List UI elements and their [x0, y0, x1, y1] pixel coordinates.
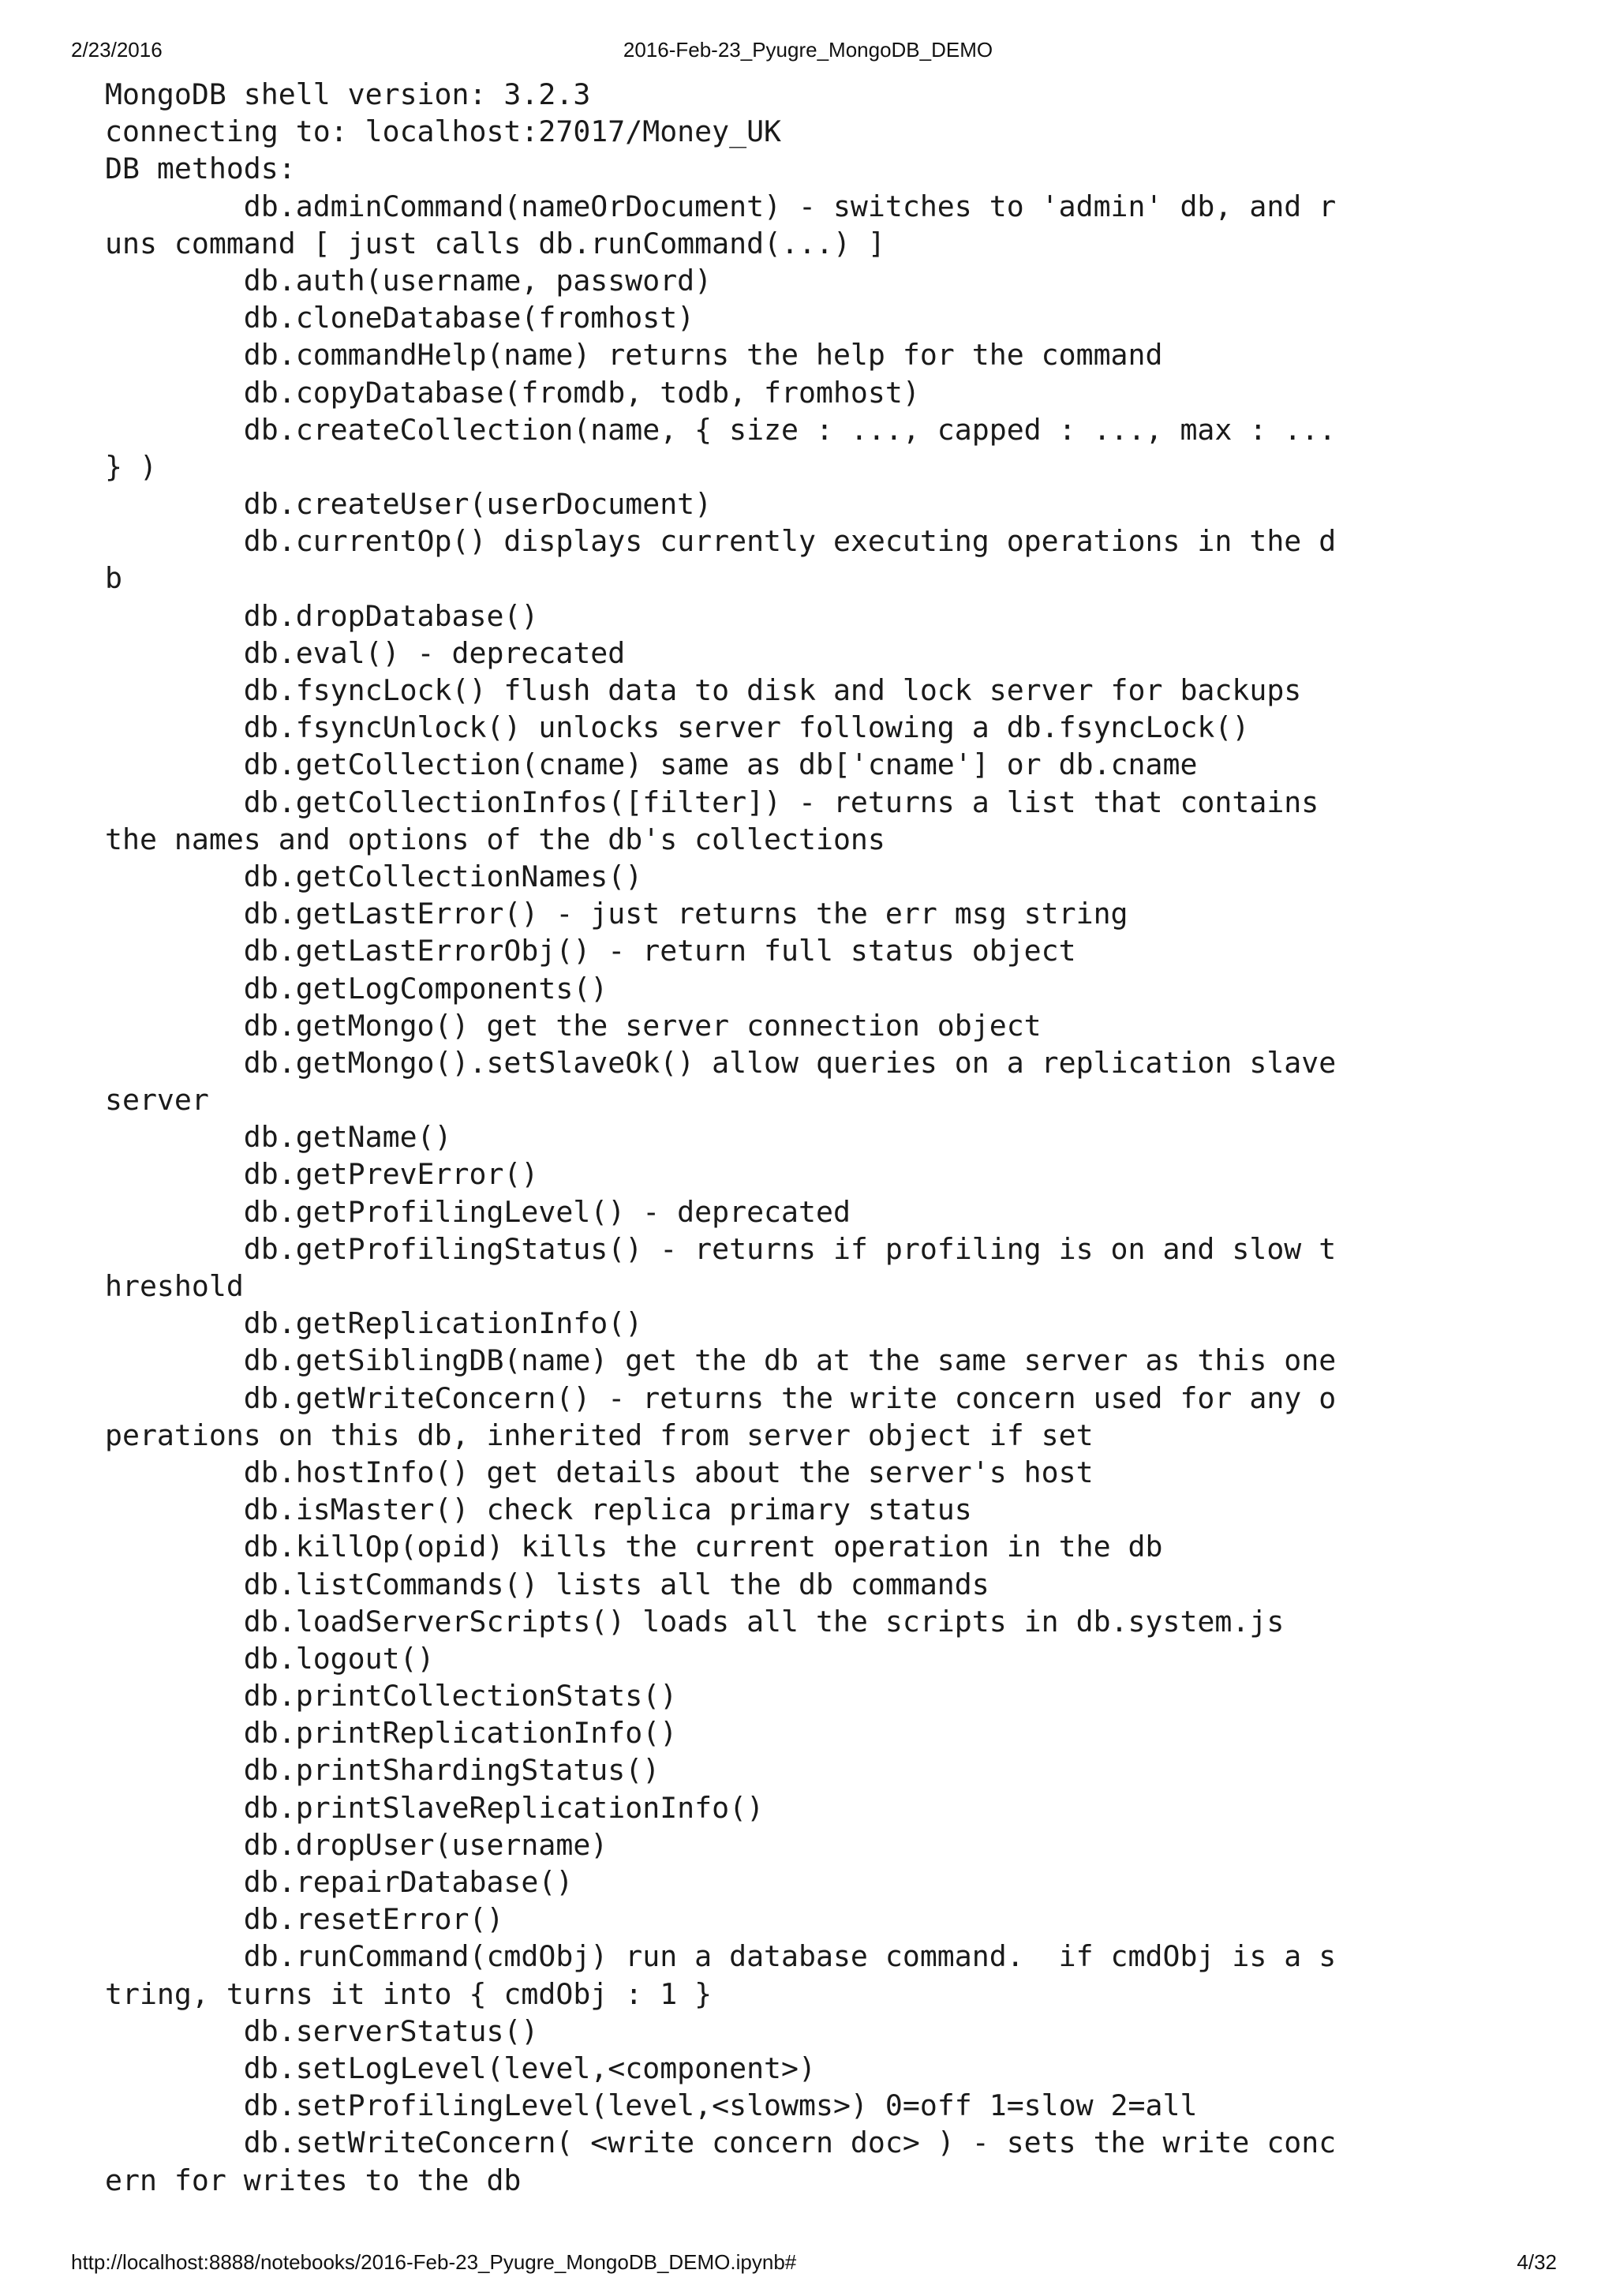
output-line: db.commandHelp(name) returns the help for the command: [105, 338, 1163, 373]
output-line: db.cloneDatabase(fromhost): [105, 301, 695, 335]
output-line: DB methods:: [105, 152, 296, 186]
output-line: db.getProfilingStatus() - returns if profiling is on and slow t: [105, 1231, 1337, 1266]
output-line: db.eval() - deprecated: [105, 635, 626, 670]
output-line: db.printCollectionStats(): [105, 1679, 678, 1714]
output-line: perations on this db, inherited from server object if set: [105, 1418, 1094, 1452]
shell-output: [105, 76, 1494, 2199]
output-line: db.isMaster() check replica primary status: [105, 1493, 972, 1527]
print-footer: [0, 2250, 1616, 2296]
output-line: db.getLogComponents(): [105, 971, 608, 1006]
output-line: db.setProfilingLevel(level,<slowms>) 0=off 1=slow 2=all: [105, 2088, 1198, 2123]
output-line: ern for writes to the db: [105, 2163, 522, 2197]
output-line: db.dropDatabase(): [105, 598, 539, 633]
output-line: db.setWriteConcern( <write concern doc> ) - sets the write conc: [105, 2126, 1337, 2160]
output-line: db.setLogLevel(level,<component>): [105, 2051, 816, 2085]
output-line: db.getWriteConcern() - returns the write concern used for any o: [105, 1380, 1337, 1415]
output-line: db.getCollection(cname) same as db['cname'] or db.cname: [105, 747, 1198, 782]
output-line: db.logout(): [105, 1641, 435, 1676]
output-line: db.hostInfo() get details about the server's host: [105, 1455, 1094, 1489]
output-line: db.createCollection(name, { size : ..., capped : ..., max : ...: [105, 412, 1337, 447]
notebook-url: http://localhost:8888/notebooks/2016-Feb-23_Pyugre_MongoDB_DEMO.ipynb#: [71, 2250, 797, 2274]
output-line: db.killOp(opid) kills the current operation in the db: [105, 1530, 1163, 1564]
notebook-title: 2016-Feb-23_Pyugre_MongoDB_DEMO: [623, 38, 993, 62]
output-line: tring, turns it into { cmdObj : 1 }: [105, 1976, 713, 2011]
output-line: db.createUser(userDocument): [105, 487, 713, 522]
output-line: db.getPrevError(): [105, 1157, 539, 1192]
output-line: hreshold: [105, 1269, 244, 1303]
output-line: db.resetError(): [105, 1902, 504, 1937]
print-header: [0, 38, 1616, 66]
output-line: db.listCommands() lists all the db commands: [105, 1567, 989, 1601]
output-line: db.loadServerScripts() loads all the scripts in db.system.js: [105, 1604, 1285, 1639]
output-line: db.printShardingStatus(): [105, 1753, 660, 1788]
output-line: MongoDB shell version: 3.2.3: [105, 77, 591, 111]
output-line: db.getReplicationInfo(): [105, 1306, 643, 1341]
output-line: db.getCollectionNames(): [105, 859, 643, 893]
output-line: db.getSiblingDB(name) get the db at the same server as this one: [105, 1343, 1337, 1378]
output-line: db.serverStatus(): [105, 2013, 539, 2048]
output-line: uns command [ just calls db.runCommand(...) ]: [105, 226, 885, 260]
output-line: the names and options of the db's collections: [105, 822, 885, 856]
output-line: db.currentOp() displays currently executing operations in the d: [105, 524, 1337, 559]
output-line: connecting to: localhost:27017/Money_UK: [105, 114, 782, 149]
output-line: db.getMongo().setSlaveOk() allow queries on a replication slave: [105, 1045, 1337, 1080]
output-line: db.auth(username, password): [105, 263, 713, 298]
output-line: db.printSlaveReplicationInfo(): [105, 1790, 765, 1825]
page-number: 4/32: [1517, 2250, 1557, 2274]
output-line: db.adminCommand(nameOrDocument) - switches to 'admin' db, and r: [105, 189, 1337, 223]
output-line: server: [105, 1083, 209, 1118]
output-line: db.printReplicationInfo(): [105, 1716, 678, 1751]
output-line: db.getMongo() get the server connection object: [105, 1008, 1042, 1043]
output-line: db.getLastErrorObj() - return full status object: [105, 934, 1076, 968]
print-date: 2/23/2016: [71, 38, 163, 62]
output-line: db.runCommand(cmdObj) run a database command. if cmdObj is a s: [105, 1939, 1337, 1974]
output-line: db.repairDatabase(): [105, 1865, 574, 1899]
output-line: db.fsyncUnlock() unlocks server following a db.fsyncLock(): [105, 710, 1250, 745]
output-line: db.copyDatabase(fromdb, todb, fromhost): [105, 375, 920, 410]
output-line: b: [105, 561, 122, 596]
output-line: } ): [105, 449, 157, 484]
output-line: db.dropUser(username): [105, 1827, 608, 1862]
output-line: db.getProfilingLevel() - deprecated: [105, 1194, 851, 1229]
output-line: db.getLastError() - just returns the err msg string: [105, 897, 1128, 931]
output-line: db.getName(): [105, 1120, 452, 1155]
output-line: db.getCollectionInfos([filter]) - returns a list that contains: [105, 785, 1319, 819]
output-line: db.fsyncLock() flush data to disk and lock server for backups: [105, 673, 1302, 707]
